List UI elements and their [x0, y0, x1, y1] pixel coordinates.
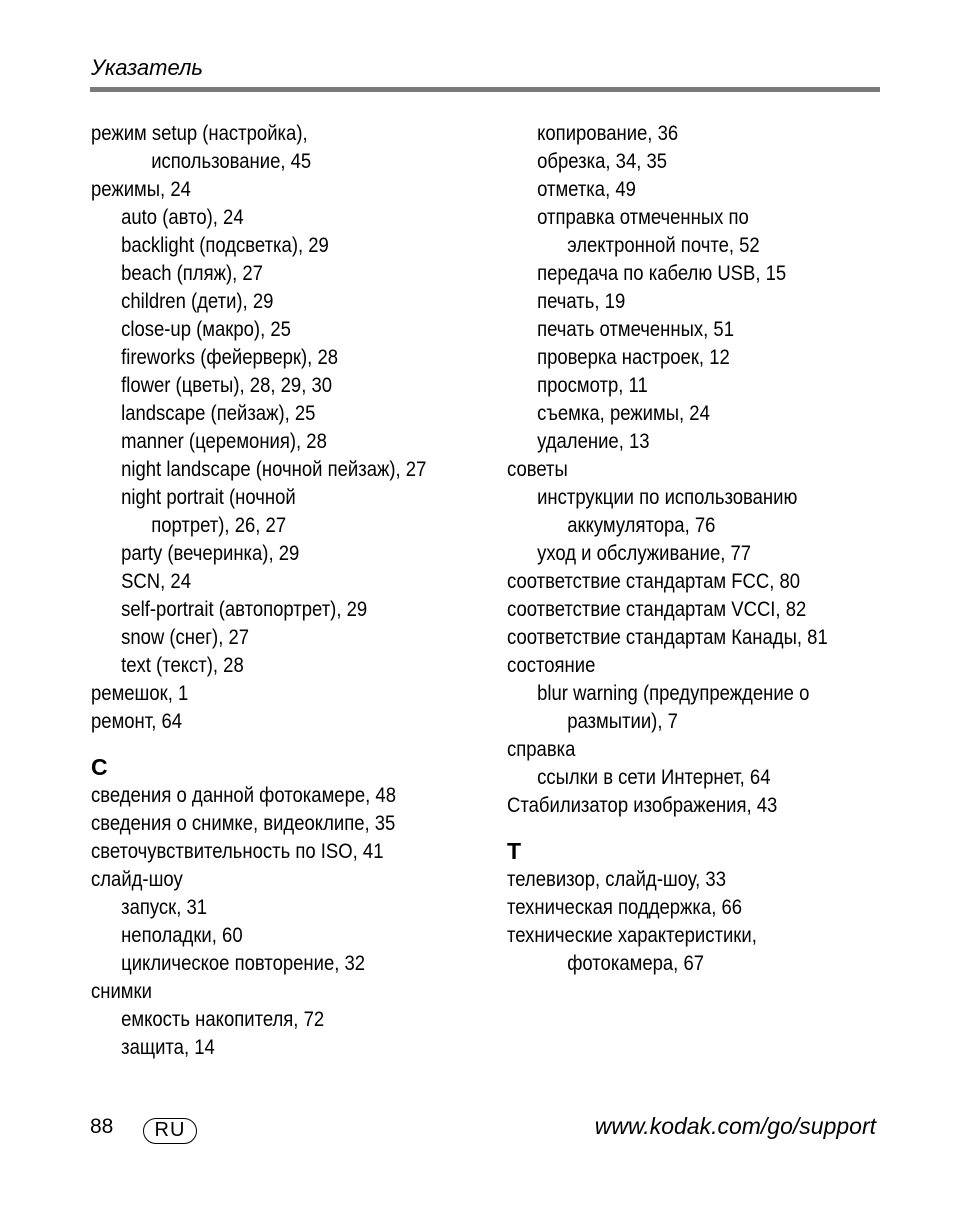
index-subentry: копирование, 36 [537, 121, 679, 145]
index-subentry: съемка, режимы, 24 [537, 401, 710, 425]
index-entry: состояние [507, 653, 596, 677]
language-badge: RU [143, 1118, 197, 1144]
index-subentry: backlight (подсветка), 29 [121, 233, 329, 257]
index-subentry: удаление, 13 [537, 429, 650, 453]
index-entry: режим setup (настройка), [91, 121, 308, 145]
index-subentry: емкость накопителя, 72 [121, 1007, 325, 1031]
index-subentry: SCN, 24 [121, 569, 191, 593]
index-subentry: печать, 19 [537, 289, 626, 313]
index-entry: соответствие стандартам Канады, 81 [507, 625, 828, 649]
index-section-heading: С [91, 754, 108, 780]
index-entry: снимки [91, 979, 152, 1003]
index-entry: ремешок, 1 [91, 681, 189, 705]
index-entry: соответствие стандартам VCCI, 82 [507, 597, 807, 621]
index-subentry: close-up (макро), 25 [121, 317, 291, 341]
index-subentry: self-portrait (автопортрет), 29 [121, 597, 368, 621]
index-subentry: неполадки, 60 [121, 923, 243, 947]
index-entry: ремонт, 64 [91, 709, 183, 733]
index-column-left [91, 119, 491, 1061]
index-entry: техническая поддержка, 66 [507, 895, 743, 919]
index-subentry: размытии), 7 [567, 709, 678, 733]
index-subentry: электронной почте, 52 [567, 233, 760, 257]
index-subentry: children (дети), 29 [121, 289, 274, 313]
index-subentry: аккумулятора, 76 [567, 513, 716, 537]
index-subentry: beach (пляж), 27 [121, 261, 263, 285]
index-entry: сведения о снимке, видеоклипе, 35 [91, 811, 396, 835]
header-divider [90, 87, 880, 92]
index-column-right [507, 119, 907, 977]
index-entry: телевизор, слайд-шоу, 33 [507, 867, 727, 891]
index-entry: Стабилизатор изображения, 43 [507, 793, 778, 817]
index-subentry: flower (цветы), 28, 29, 30 [121, 373, 333, 397]
index-subentry: night landscape (ночной пейзаж), 27 [121, 457, 427, 481]
index-subentry: использование, 45 [151, 149, 312, 173]
index-subentry: отметка, 49 [537, 177, 636, 201]
index-subentry: обрезка, 34, 35 [537, 149, 668, 173]
index-section-heading: Т [507, 838, 522, 864]
index-entry: советы [507, 457, 568, 481]
index-subentry: auto (авто), 24 [121, 205, 244, 229]
index-entry: светочувствительность по ISO, 41 [91, 839, 384, 863]
index-subentry: night portrait (ночной [121, 485, 296, 509]
index-subentry: landscape (пейзаж), 25 [121, 401, 316, 425]
index-subentry: snow (снег), 27 [121, 625, 250, 649]
index-subentry: передача по кабелю USB, 15 [537, 261, 787, 285]
index-entry: справка [507, 737, 576, 761]
index-subentry: text (текст), 28 [121, 653, 244, 677]
page-number: 88 [90, 1115, 114, 1138]
index-entry: технические характеристики, [507, 923, 757, 947]
index-subentry: проверка настроек, 12 [537, 345, 730, 369]
index-subentry: просмотр, 11 [537, 373, 648, 397]
index-subentry: запуск, 31 [121, 895, 208, 919]
index-subentry: циклическое повторение, 32 [121, 951, 366, 975]
index-subentry: party (вечеринка), 29 [121, 541, 300, 565]
index-subentry: blur warning (предупреждение о [537, 681, 810, 705]
index-subentry: уход и обслуживание, 77 [537, 541, 752, 565]
index-subentry: печать отмеченных, 51 [537, 317, 734, 341]
index-entry: соответствие стандартам FCC, 80 [507, 569, 801, 593]
page-header-title: Указатель [91, 55, 203, 80]
support-url[interactable]: www.kodak.com/go/support [594, 1113, 876, 1139]
index-subentry: инструкции по использованию [537, 485, 798, 509]
index-entry: сведения о данной фотокамере, 48 [91, 783, 396, 807]
index-subentry: фотокамера, 67 [567, 951, 705, 975]
index-subentry: отправка отмеченных по [537, 205, 749, 229]
index-subentry: manner (церемония), 28 [121, 429, 327, 453]
index-subentry: fireworks (фейерверк), 28 [121, 345, 339, 369]
index-subentry: защита, 14 [121, 1035, 215, 1059]
index-entry: режимы, 24 [91, 177, 191, 201]
index-subentry: ссылки в сети Интернет, 64 [537, 765, 771, 789]
index-subentry: портрет), 26, 27 [151, 513, 287, 537]
index-entry: слайд-шоу [91, 867, 183, 891]
